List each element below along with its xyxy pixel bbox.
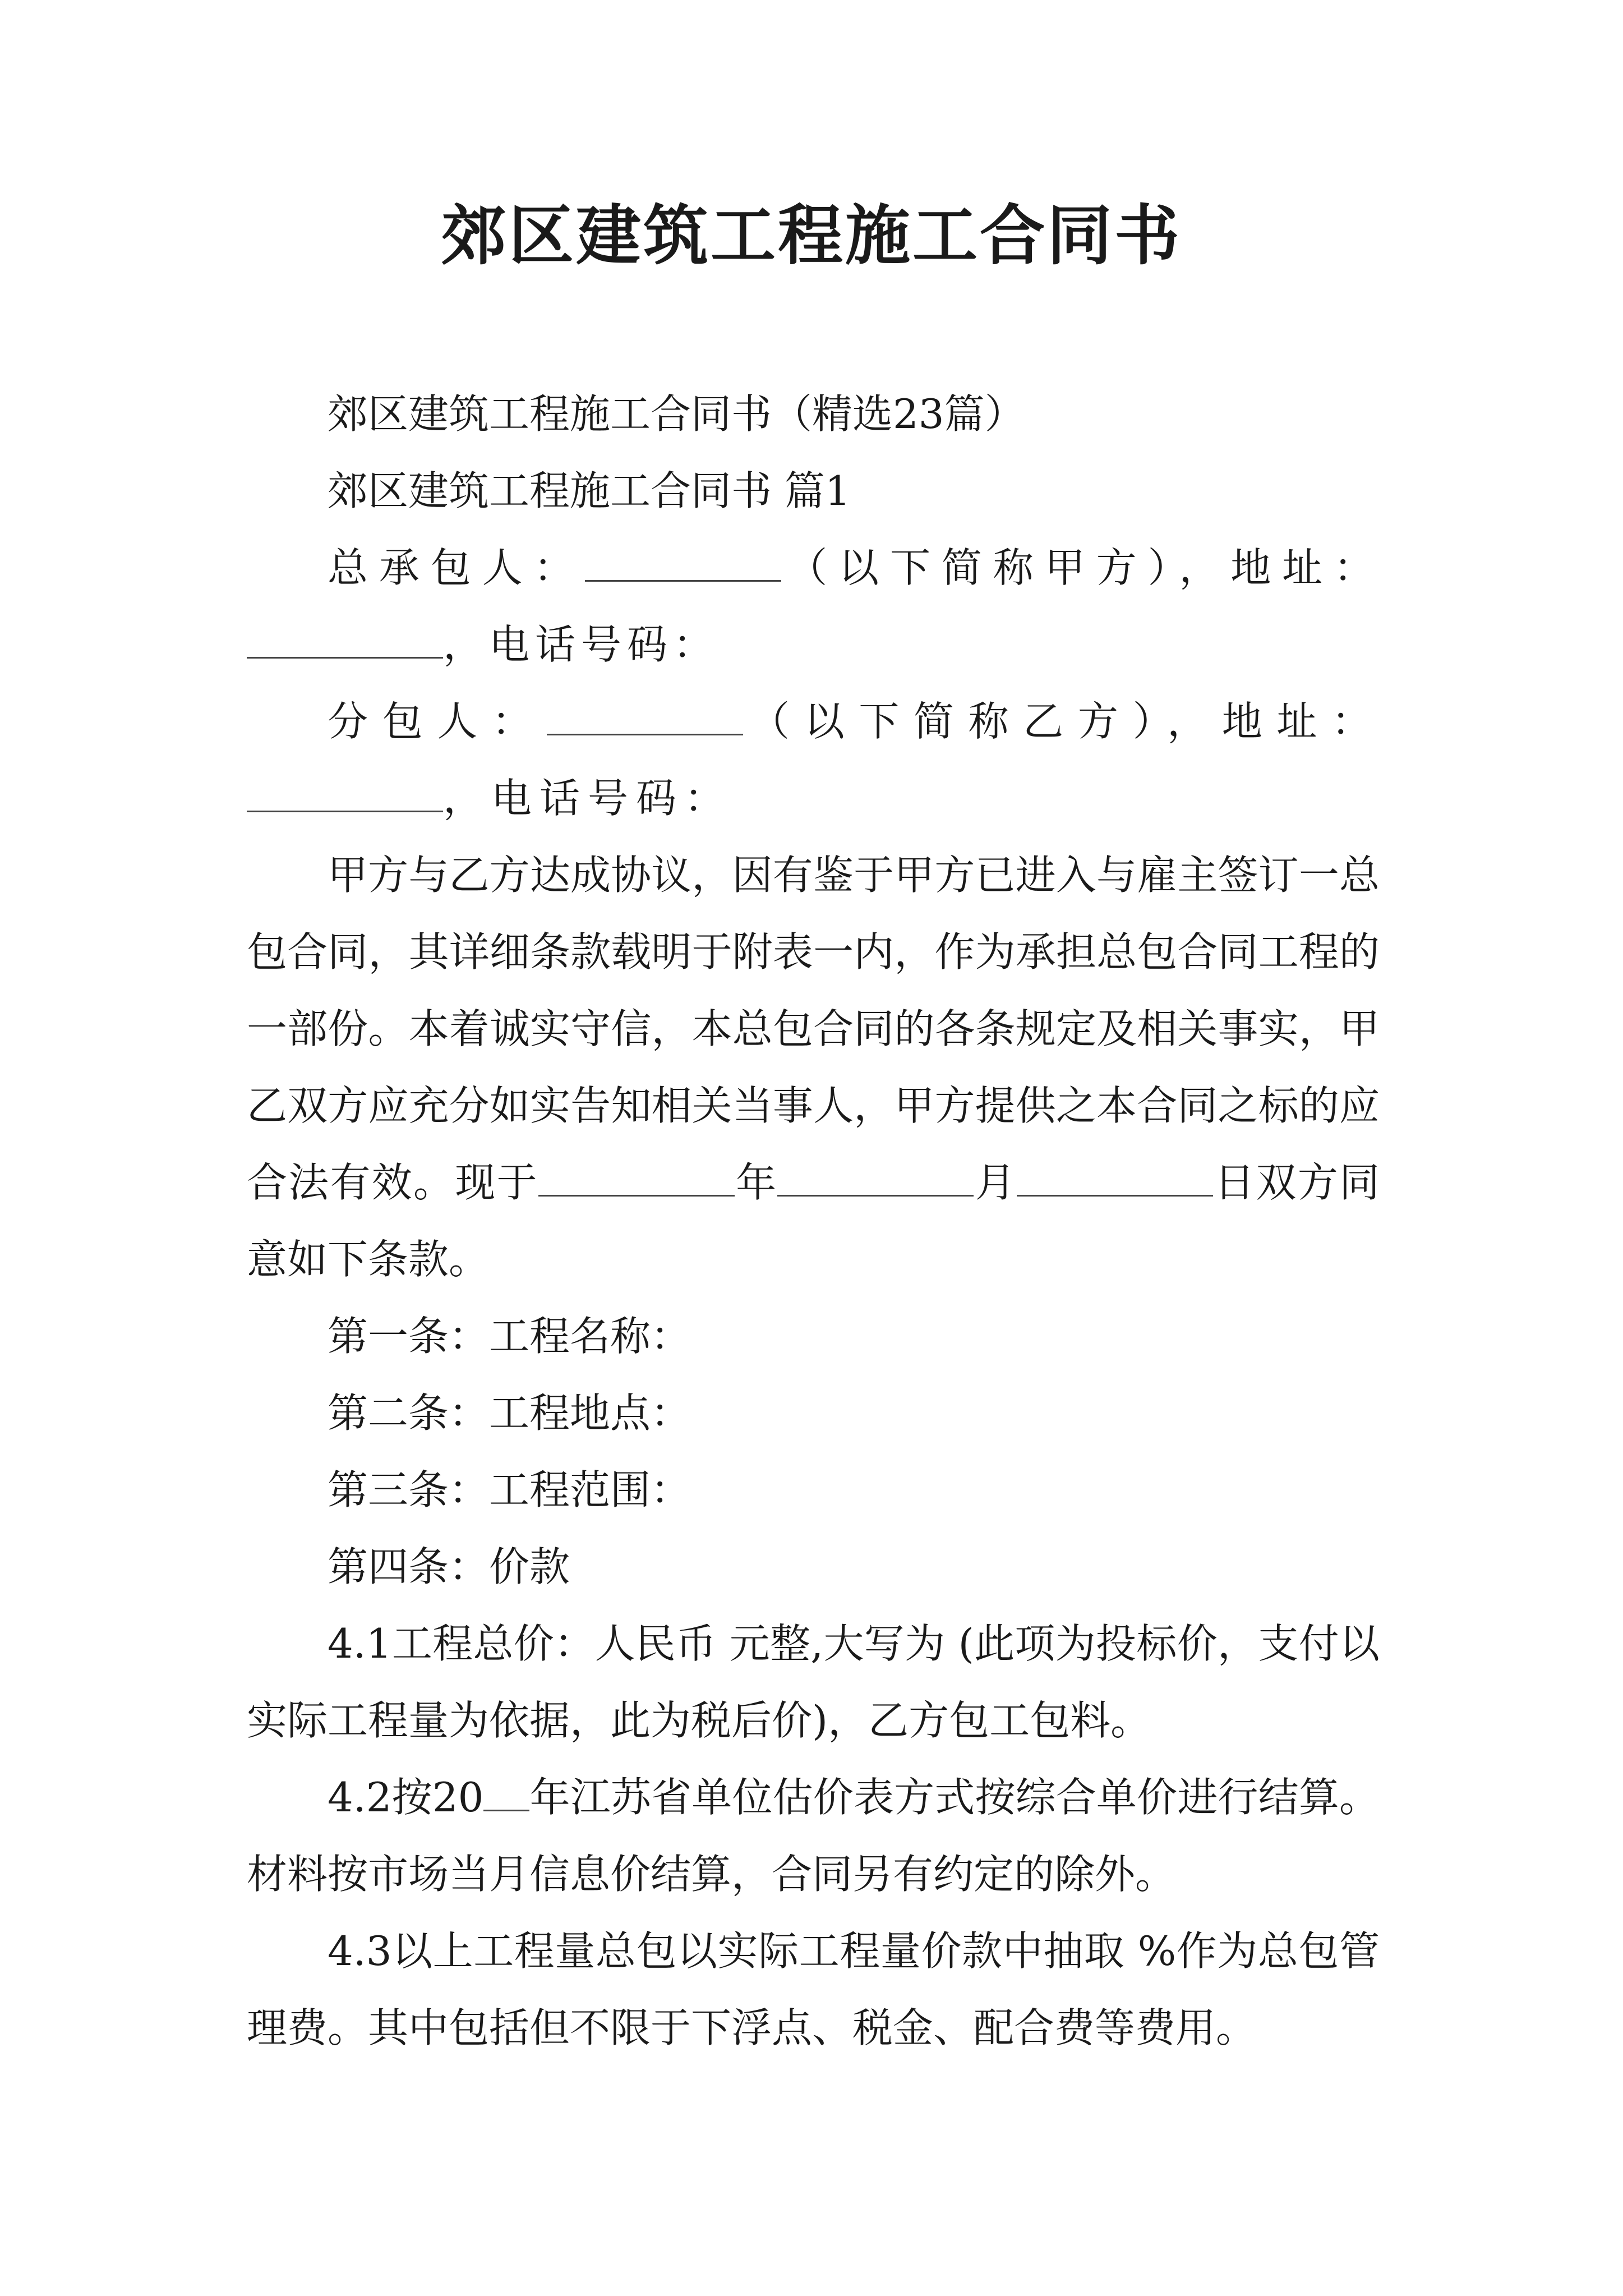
clause-4-2-pre: 4.2按20 xyxy=(328,1774,484,1821)
month-blank xyxy=(777,1161,974,1197)
party-a-suffix: （以下简称甲方），地址： xyxy=(781,544,1380,591)
month-label: 月 xyxy=(974,1159,1017,1206)
year-blank xyxy=(538,1161,735,1197)
party-b-suffix: （以下简称乙方），地址： xyxy=(743,698,1380,745)
clause-4-2-year-blank xyxy=(483,1776,529,1811)
clause-4-1: 4.1工程总价：人民币 元整,大写为 (此项为投标价，支付以实际工程量为依据，此为税后价)，乙方包工包料。 xyxy=(247,1620,1380,1744)
year-label: 年 xyxy=(734,1159,778,1206)
party-a-label: 总承包人： xyxy=(328,544,585,591)
article-4: 第四条：价款 xyxy=(328,1543,570,1590)
day-text: 日双方同意如下条款。 xyxy=(247,1159,1380,1283)
party-b-name-blank xyxy=(547,700,743,735)
day-blank xyxy=(1017,1161,1213,1197)
section-heading: 郊区建筑工程施工合同书 篇1 xyxy=(328,467,851,514)
party-b-address-blank xyxy=(247,777,443,812)
clause-4-2 xyxy=(247,1759,1380,1913)
clause-4-2-post: 年江苏省单位估价表方式按综合单价进行结算。材料按市场当月信息价结算，合同另有约定的除外。 xyxy=(247,1774,1380,1898)
party-b-phone-label: ，电话号码： xyxy=(443,775,733,822)
article-3: 第三条：工程范围： xyxy=(328,1466,691,1513)
intro-paragraph xyxy=(247,837,1380,1298)
clause-4-3: 4.3以上工程量总包以实际工程量价款中抽取 %作为总包管理费。其中包括但不限于下浮点、税金、配合费等费用。 xyxy=(247,1927,1380,2051)
article-1: 第一条：工程名称： xyxy=(328,1313,691,1360)
subtitle: 郊区建筑工程施工合同书（精选23篇） xyxy=(328,390,1025,438)
party-a-name-blank xyxy=(585,546,781,582)
party-a-paragraph xyxy=(247,530,1380,683)
party-b-paragraph xyxy=(247,683,1380,837)
article-2: 第二条：工程地点： xyxy=(328,1389,691,1437)
party-a-address-blank xyxy=(247,623,443,659)
party-b-label: 分包人： xyxy=(328,698,547,745)
intro-text: 甲方与乙方达成协议，因有鉴于甲方已进入与雇主签订一总包合同，其详细条款载明于附表一内，作为承担总包合同工程的一部份。本着诚实守信，本总包合同的各条规定及相关事实，甲乙双方应充分如实告知相关当事人，甲方提供之本合同之标的应合法有效。现于 xyxy=(247,852,1380,1206)
document-title: 郊区建筑工程施工合同书 xyxy=(441,197,1182,274)
document-body xyxy=(247,376,1380,2067)
party-a-phone-label: ，电话号码： xyxy=(443,621,720,668)
